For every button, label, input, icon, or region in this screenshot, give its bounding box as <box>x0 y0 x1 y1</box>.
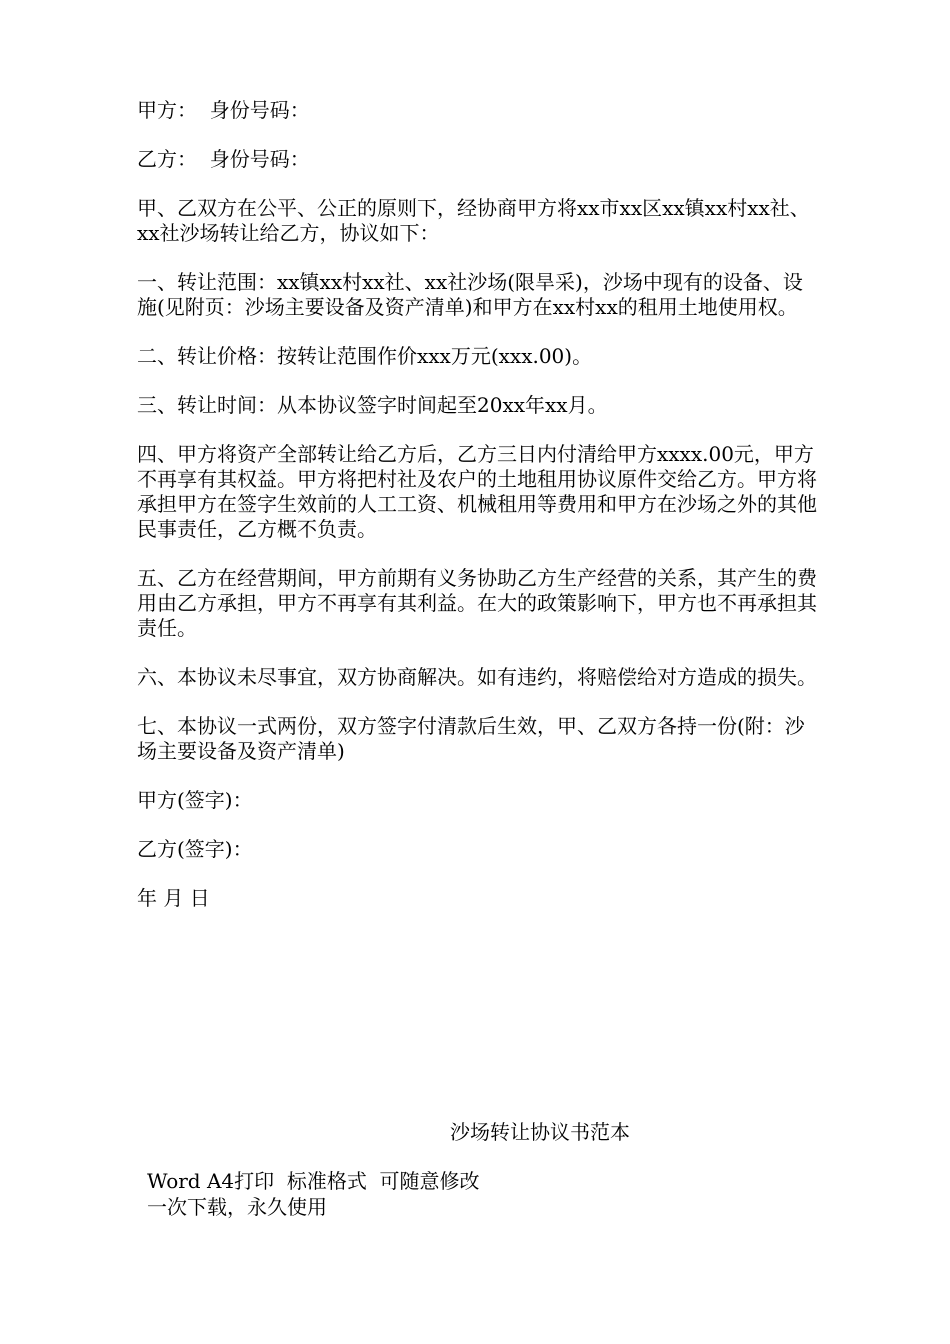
footer-note-line-1: Word A4打印 标准格式 可随意修改 <box>147 1169 480 1193</box>
party-a-signature: 甲方(签字)： <box>137 788 253 812</box>
party-a-line: 甲方： 身份号码： <box>137 98 310 122</box>
date-line: 年 月 日 <box>137 886 210 910</box>
party-b-signature: 乙方(签字)： <box>137 837 253 861</box>
preamble-paragraph: 甲、乙双方在公平、公正的原则下，经协商甲方将xx市xx区xx镇xx村xx社、xx社沙场转让给乙方，协议如下： <box>137 196 810 245</box>
footer-note <box>147 1168 480 1220</box>
clause-1-scope: 一、转让范围：xx镇xx村xx社、xx社沙场(限旱采)，沙场中现有的设备、设施(见附页：沙场主要设备及资产清单)和甲方在xx村xx的租用土地使用权。 <box>137 270 803 319</box>
document-body <box>137 98 817 935</box>
party-b-line: 乙方： 身份号码： <box>137 147 310 171</box>
clause-4-payment: 四、甲方将资产全部转让给乙方后，乙方三日内付清给甲方xxxx.00元，甲方不再享有其权益。甲方将把村社及农户的土地租用协议原件交给乙方。甲方将承担甲方在签字生效前的人工工资、机械租用等费用和甲方在沙场之外的其他民事责任，乙方概不负责。 <box>137 442 817 541</box>
clause-7-copies: 七、本协议一式两份，双方签字付清款后生效，甲、乙双方各持一份(附：沙场主要设备及资产清单) <box>137 714 805 763</box>
clause-6-disputes: 六、本协议未尽事宜，双方协商解决。如有违约，将赔偿给对方造成的损失。 <box>137 665 817 689</box>
footer-title: 沙场转让协议书范本 <box>450 1120 630 1144</box>
clause-3-time: 三、转让时间：从本协议签字时间起至20xx年xx月。 <box>137 393 608 417</box>
footer-note-line-2: 一次下载，永久使用 <box>147 1195 327 1219</box>
clause-5-operation: 五、乙方在经营期间，甲方前期有义务协助乙方生产经营的关系，其产生的费用由乙方承担，甲方不再享有其利益。在大的政策影响下，甲方也不再承担其责任。 <box>137 566 817 640</box>
clause-2-price: 二、转让价格：按转让范围作价xxx万元(xxx.00)。 <box>137 344 593 368</box>
